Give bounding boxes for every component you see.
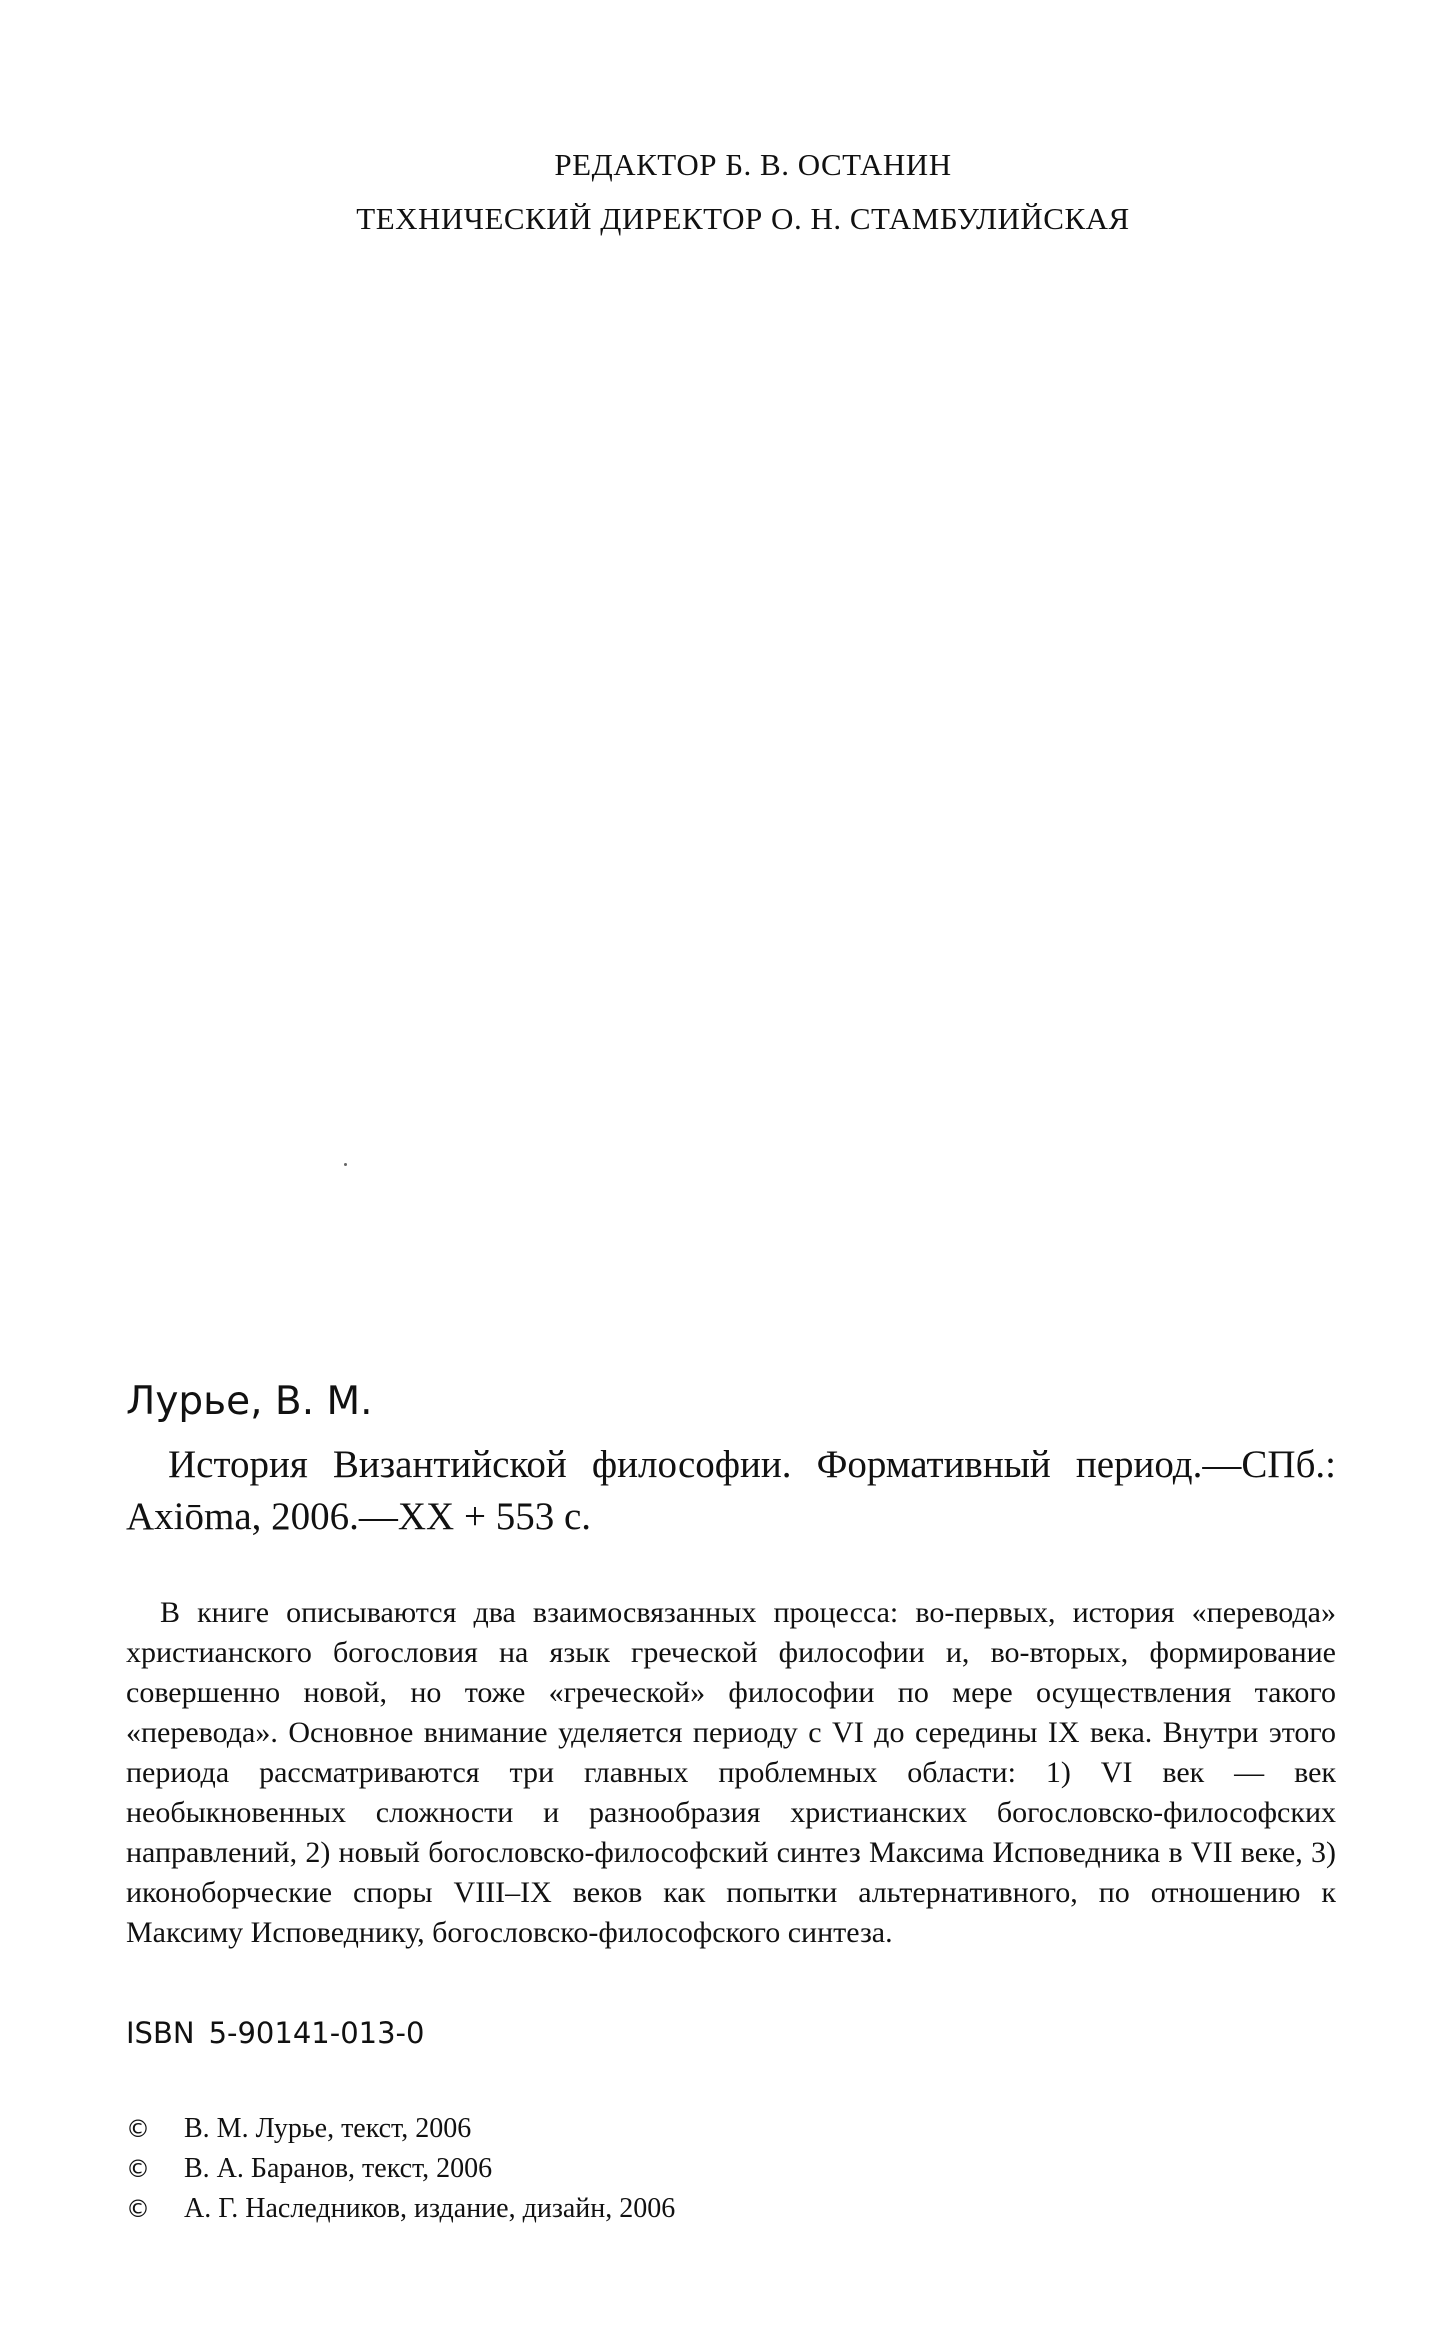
isbn-number: 5-90141-013-0 [208, 2016, 425, 2050]
book-abstract: В книге описываются два взаимосвязанных процесса: во-первых, история «перевода» христианского богословия на язык греческой философии и, во-вторых, формирование совершенно новой, но тоже «греческой» философии по мере осуществления такого «перевода». Основное внимание уделяется периоду с VI до середины IX века. Внутри этого периода рассматриваются три главных проблемных области: 1) VI век — век необыкновенных сложности и разнообразия христианских богословско-философских направлений, 2) новый богословско-философский синтез Максима Исповедника в VII веке, 3) иконоборческие споры VIII–IX веков как попытки альтернативного, по отношению к Максиму Исповеднику, богословско-философского синтеза. [126, 1596, 1336, 1949]
catalog-record [126, 1375, 1336, 2229]
print-speck [344, 1163, 347, 1166]
copyright-text: В. М. Лурье, текст, 2006 [184, 2113, 472, 2144]
copyright-icon: © [126, 2115, 150, 2143]
copyright-icon: © [126, 2195, 150, 2223]
bibliographic-description: История Византийской философии. Формативный период.—СПб.: Axiōma, 2006.—XX + 553 с. [126, 1443, 1336, 1538]
copyright-text: А. Г. Наследников, издание, дизайн, 2006 [184, 2193, 676, 2224]
technical-director-credit: ТЕХНИЧЕСКИЙ ДИРЕКТОР О. Н. СТАМБУЛИЙСКАЯ [356, 201, 1130, 236]
copyright-icon: © [126, 2155, 150, 2183]
editor-credit: РЕДАКТОР Б. В. ОСТАНИН [554, 147, 952, 182]
copyright-list [126, 2109, 1336, 2229]
isbn-label: ISBN [126, 2016, 195, 2050]
copyright-text: В. А. Баранов, текст, 2006 [184, 2153, 493, 2184]
credits-block [0, 138, 1446, 246]
copyright-item [126, 2109, 1336, 2149]
copyright-item [126, 2149, 1336, 2189]
isbn-line [126, 2013, 1336, 2053]
copyright-item [126, 2189, 1336, 2229]
author-heading: Лурье, В. М. [126, 1379, 373, 1424]
